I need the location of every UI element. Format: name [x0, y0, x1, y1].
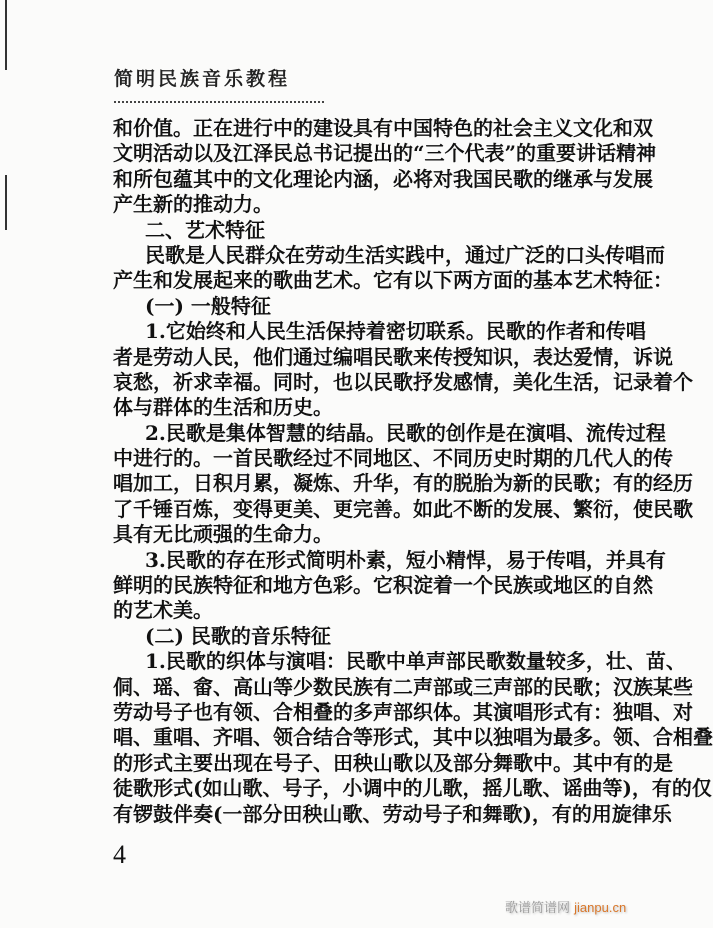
- text-line: 唱、重唱、齐唱、领合结合等形式，其中以独唱为最多。领、合相叠: [113, 725, 713, 750]
- text-line: 者是劳动人民，他们通过编唱民歌来传授知识，表达爱情，诉说: [113, 344, 673, 369]
- text-line: 具有无比顽强的生命力。: [113, 522, 333, 547]
- text-line: 有锣鼓伴奏(一部分田秧山歌、劳动号子和舞歌)，有的用旋律乐: [113, 801, 672, 826]
- text-line: 唱加工，日积月累，凝炼、升华，有的脱胎为新的民歌；有的经历: [113, 471, 693, 496]
- text-line: 文明活动以及江泽民总书记提出的“三个代表”的重要讲话精神: [113, 141, 657, 166]
- running-header: 简明民族音乐教程: [114, 68, 291, 90]
- watermark-url: jianpu.cn: [574, 900, 627, 915]
- text-line: 2.民歌是集体智慧的结晶。民歌的创作是在演唱、流传过程: [145, 420, 666, 445]
- watermark: [505, 900, 626, 917]
- text-line: 民歌是人民群众在劳动生活实践中，通过广泛的口头传唱而: [145, 242, 665, 267]
- text-line: 的形式主要出现在号子、田秧山歌以及部分舞歌中。其中有的是: [113, 750, 673, 775]
- text-line: 1.它始终和人民生活保持着密切联系。民歌的作者和传唱: [145, 319, 646, 344]
- text-line: 的艺术美。: [113, 598, 213, 623]
- section-heading: 二、艺术特征: [145, 217, 265, 242]
- text-line: 和价值。正在进行中的建设具有中国特色的社会主义文化和双: [113, 116, 653, 140]
- text-line: 产生新的推动力。: [113, 192, 273, 217]
- text-line: 体与群体的生活和历史。: [113, 395, 333, 420]
- text-line: 了千锤百炼，变得更美、更完善。如此不断的发展、繁衍，使民歌: [113, 496, 693, 521]
- text-line: 劳动号子也有领、合相叠的多声部织体。其演唱形式有：独唱、对: [113, 699, 693, 724]
- watermark-site: 歌谱简谱网: [505, 901, 571, 916]
- body-text: [113, 116, 713, 827]
- page-number: 4: [113, 840, 126, 869]
- header-divider: [114, 101, 324, 103]
- section-heading: (一) 一般特征: [145, 293, 271, 318]
- text-line: 中进行的。一首民歌经过不同地区、不同历史时期的几代人的传: [113, 446, 673, 471]
- scan-edge-line: [5, 175, 7, 230]
- text-line: 和所包蕴其中的文化理论内涵，必将对我国民歌的继承与发展: [113, 166, 653, 191]
- scan-edge-line: [5, 0, 7, 70]
- text-line: 1.民歌的织体与演唱：民歌中单声部民歌数量较多，壮、苗、: [145, 649, 686, 674]
- section-heading: (二) 民歌的音乐特征: [145, 623, 331, 648]
- text-line: 侗、瑶、畲、高山等少数民族有二声部或三声部的民歌；汉族某些: [113, 674, 693, 699]
- text-line: 哀愁，祈求幸福。同时，也以民歌抒发感情，美化生活，记录着个: [113, 369, 693, 394]
- text-line: 徒歌形式(如山歌、号子，小调中的儿歌，摇儿歌、谣曲等)，有的仅: [113, 776, 712, 801]
- text-line: 3.民歌的存在形式简明朴素，短小精悍，易于传唱，并具有: [145, 547, 666, 572]
- text-line: 鲜明的民族特征和地方色彩。它积淀着一个民族或地区的自然: [113, 573, 653, 598]
- text-line: 产生和发展起来的歌曲艺术。它有以下两方面的基本艺术特征：: [113, 268, 673, 293]
